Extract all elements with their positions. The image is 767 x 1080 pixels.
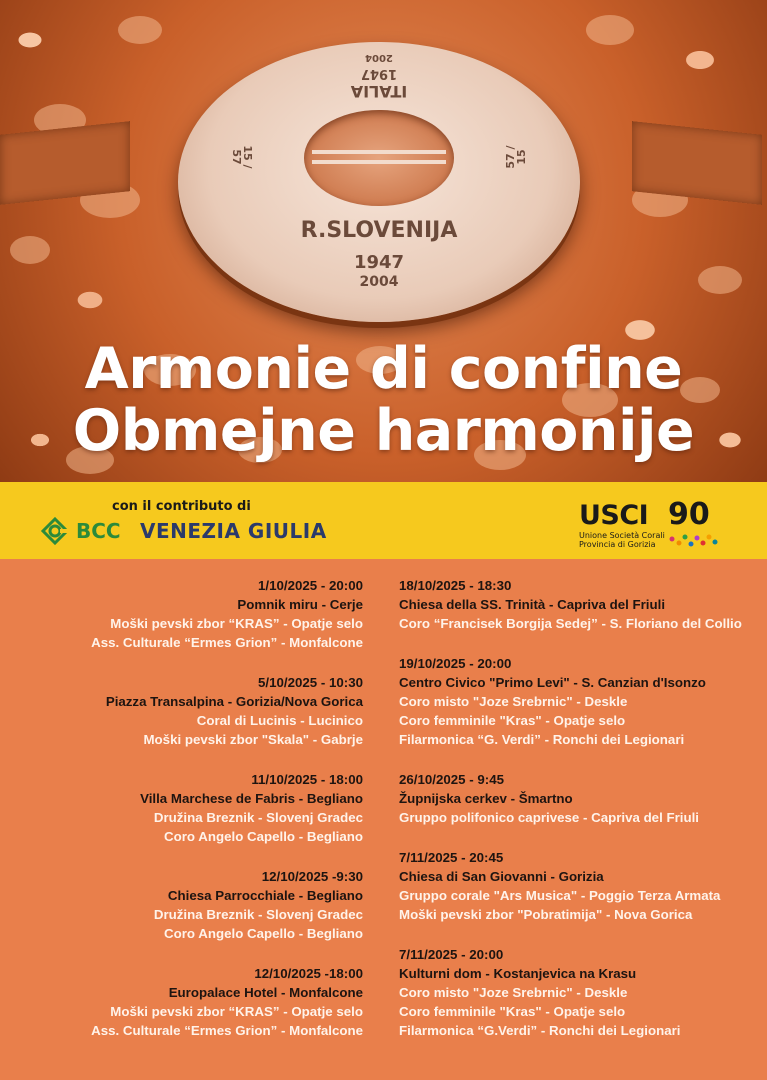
- usci-dots-icon: [668, 531, 720, 551]
- event-performer: Coro misto "Joze Srebrnic" - Deskle: [399, 694, 628, 709]
- event-performer: Gruppo polifonico caprivese - Capriva del Friuli: [399, 810, 699, 825]
- event-performer: Ass. Culturale “Ermes Grion” - Monfalcone: [91, 1023, 363, 1038]
- event-performer: Coro Angelo Capello - Begliano: [164, 829, 363, 844]
- event-venue: Župnijska cerkev - Šmartno: [399, 791, 573, 806]
- event-performer: Moški pevski zbor “KRAS” - Opatje selo: [110, 616, 363, 631]
- usci-logo-number: 90: [668, 497, 710, 532]
- title-italian: Armonie di confine: [84, 336, 683, 402]
- disc-marker-left-bottom: 15: [241, 145, 254, 161]
- disc-marker-right-top: 57: [504, 153, 517, 169]
- title-slovenian: Obmejne harmonije: [72, 398, 695, 464]
- event-block: [91, 867, 363, 943]
- event-performer: Gruppo corale "Ars Musica" - Poggio Terza Armata: [399, 888, 721, 903]
- event-performer: Filarmonica “G.Verdi” - Ronchi dei Legionari: [399, 1023, 681, 1038]
- disc-marker-right-bottom: 15: [515, 149, 528, 165]
- event-block: [399, 770, 742, 827]
- event-date: 26/10/2025 - 9:45: [399, 772, 504, 787]
- usci-subtitle-line1: Unione Società Corali: [579, 531, 665, 540]
- usci-subtitle: [579, 531, 665, 549]
- disc-marker-left: 15 / 57: [230, 145, 254, 169]
- event-venue: Piazza Transalpina - Gorizia/Nova Gorica: [105, 694, 363, 709]
- disc-country-top: ITALIA: [350, 82, 408, 101]
- event-performer: Coro femminile "Kras" - Opatje selo: [399, 1004, 626, 1019]
- events-right-column: [399, 576, 742, 1061]
- event-date: 7/11/2025 - 20:45: [399, 850, 504, 865]
- disc-marker-left-top: 57: [230, 149, 243, 165]
- event-block: [399, 576, 742, 633]
- events-left-column: [91, 576, 363, 1061]
- event-performer: Coro misto "Joze Srebrnic" - Deskle: [399, 985, 628, 1000]
- event-performer: Coral di Lucinis - Lucinico: [196, 713, 363, 728]
- event-performer: Coro Angelo Capello - Begliano: [164, 926, 363, 941]
- disc-year1: 1947: [353, 252, 405, 273]
- border-marker-center: [304, 110, 454, 206]
- event-performer: Coro femminile "Kras" - Opatje selo: [399, 713, 626, 728]
- event-venue: Chiesa Parrocchiale - Begliano: [167, 888, 363, 903]
- event-block: [399, 654, 742, 749]
- event-block: [91, 576, 363, 652]
- event-date: 12/10/2025 -18:00: [254, 966, 363, 981]
- disc-marker-right: 57 / 15: [504, 145, 528, 169]
- event-performer: Ass. Culturale “Ermes Grion” - Monfalcone: [91, 635, 363, 650]
- usci-subtitle-line2: Provincia di Gorizia: [579, 540, 656, 549]
- event-block: [91, 770, 363, 846]
- event-block: [91, 964, 363, 1040]
- event-performer: Moški pevski zbor “KRAS” - Opatje selo: [110, 1004, 363, 1019]
- hero-photo: [0, 0, 767, 482]
- event-venue: Pomnik miru - Cerje: [237, 597, 363, 612]
- event-date: 5/10/2025 - 10:30: [258, 675, 363, 690]
- paving-plate-left: [0, 121, 130, 205]
- event-date: 18/10/2025 - 18:30: [399, 578, 512, 593]
- event-venue: Villa Marchese de Fabris - Begliano: [140, 791, 363, 806]
- venezia-giulia-text: VENEZIA GIULIA: [140, 519, 327, 543]
- border-line-upper: [312, 150, 446, 154]
- contributo-label: con il contributo di: [112, 499, 251, 514]
- event-block: [399, 945, 742, 1040]
- bcc-logo-text: BCC: [76, 519, 121, 543]
- event-venue: Europalace Hotel - Monfalcone: [168, 985, 363, 1000]
- event-venue: Chiesa della SS. Trinità - Capriva del Friuli: [399, 597, 666, 612]
- event-performer: Filarmonica “G. Verdi” - Ronchi dei Legionari: [399, 732, 685, 747]
- usci-logo-text: USCI: [579, 500, 649, 531]
- event-performer: Moški pevski zbor "Skala" - Gabrje: [143, 732, 363, 747]
- event-performer: Moški pevski zbor "Pobratimija" - Nova Gorica: [399, 907, 693, 922]
- bcc-logo-icon: [40, 516, 70, 546]
- event-performer: Coro “Francisek Borgija Sedej” - S. Floriano del Collio: [399, 616, 742, 631]
- event-date: 1/10/2025 - 20:00: [258, 578, 363, 593]
- event-block: [91, 673, 363, 749]
- event-date: 11/10/2025 - 18:00: [251, 772, 363, 787]
- event-performer: Družina Breznik - Slovenj Gradec: [153, 810, 363, 825]
- disc-year2: 2004: [359, 274, 399, 290]
- event-date: 7/11/2025 - 20:00: [399, 947, 504, 962]
- event-venue: Kulturni dom - Kostanjevica na Krasu: [399, 966, 637, 981]
- event-venue: Centro Civico "Primo Levi" - S. Canzian d'Isonzo: [399, 675, 706, 690]
- disc-year-top2: 2004: [365, 52, 393, 63]
- border-line-lower: [312, 160, 446, 164]
- event-venue: Chiesa di San Giovanni - Gorizia: [399, 869, 604, 884]
- disc-country: R.SLOVENIJA: [300, 218, 458, 243]
- event-performer: Družina Breznik - Slovenj Gradec: [153, 907, 363, 922]
- event-date: 19/10/2025 - 20:00: [399, 656, 512, 671]
- event-date: 12/10/2025 -9:30: [261, 869, 363, 884]
- event-block: [399, 848, 742, 924]
- paving-plate-right: [632, 121, 762, 205]
- disc-years-top: 1947: [360, 66, 398, 81]
